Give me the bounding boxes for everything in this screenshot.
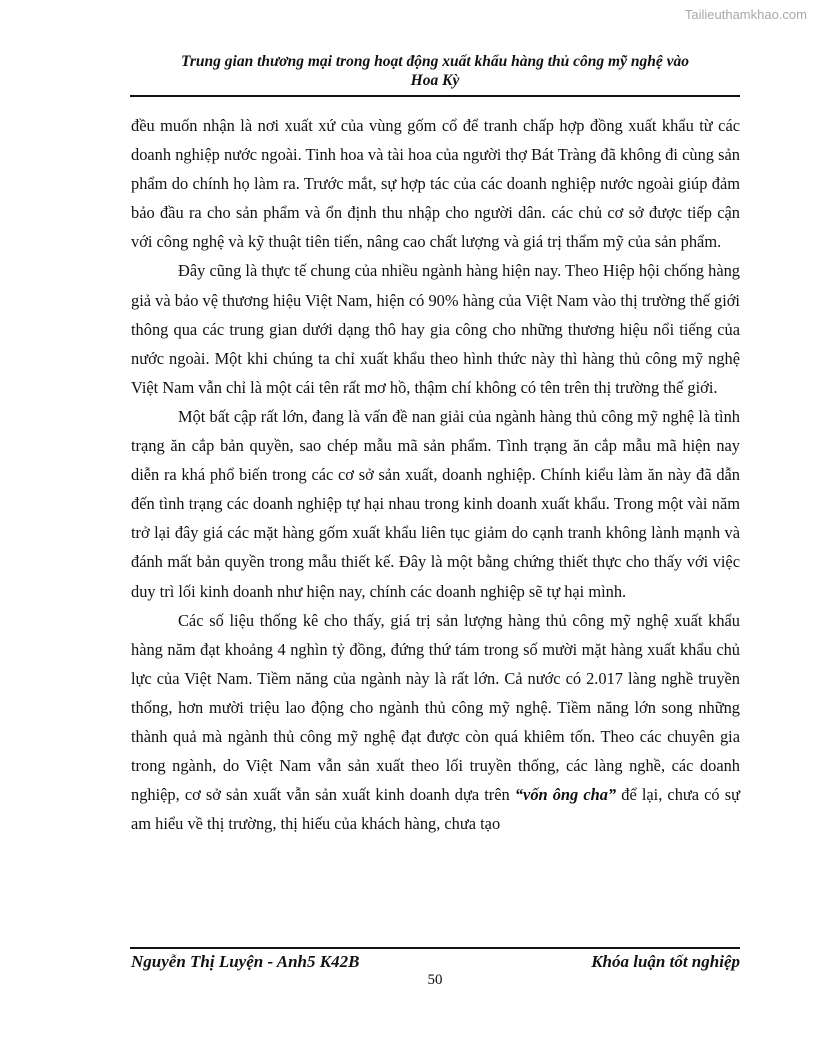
paragraph-3: Một bất cập rất lớn, đang là vấn đề nan giải của ngành hàng thủ công mỹ nghệ là tình trạng ăn cắp bản quyền, sao chép mẫu mã sản phẩm. Tình trạng ăn cắp mẫu mã hiện nay diễn ra khá phổ biến trong các cơ sở sản xuất, doanh nghiệp. Chính kiểu làm ăn này đã dẫn đến tình trạng các doanh nghiệp tự hại nhau trong kinh doanh xuất khẩu. Trong một vài năm trở lại đây giá các mặt hàng gốm xuất khẩu liên tục giảm do cạnh tranh không lành mạnh và đánh mất bản quyền trong mẫu thiết kế. Đây là một bằng chứng thiết thực cho thấy với việc duy trì lối kinh doanh như hiện nay, chính các doanh nghiệp sẽ tự hại mình. [131,406,740,601]
footer-divider [130,947,740,949]
paragraph-4-text: Các số liệu thống kê cho thấy, giá trị sản lượng hàng thủ công mỹ nghệ xuất khẩu hàng năm đạt khoảng 4 nghìn tỷ đồng, đứng thứ tám trong số mười mặt hàng xuất khẩu chủ lực của Việt Nam. Tiềm năng của ngành này là rất lớn. Cả nước có 2.017 làng nghề truyền thống, hơn mười triệu lao động cho ngành thủ công mỹ nghệ. Tiềm năng lớn song những thành quả mà ngành thủ công mỹ nghệ đạt được còn quá khiêm tốn. Theo các chuyên gia trong ngành, do Việt Nam vẫn sản xuất theo lối truyền thống, các làng nghề, các doanh nghiệp, cơ sở sản xuất vẫn sản xuất kinh doanh dựa trên [131,610,740,805]
watermark-text: Tailieuthamkhao.com [684,7,807,22]
paragraph-2: Đây cũng là thực tế chung của nhiều ngành hàng hiện nay. Theo Hiệp hội chống hàng giả và bảo vệ thương hiệu Việt Nam, hiện có 90% hàng của Việt Nam vào thị trường thế giới thông qua các trung gian dưới dạng thô hay gia công cho những thương hiệu nổi tiếng của nước ngoài. Một khi chúng ta chỉ xuất khẩu theo hình thức này thì hàng thủ công mỹ nghệ Việt Nam vẫn chỉ là một cái tên rất mơ hồ, thậm chí không có tên trên thị trường thế giới. [131,261,740,397]
header-divider [130,95,740,97]
header-title-line-2: Hoa Kỳ [410,72,460,89]
running-header [130,52,740,90]
paragraph-1: đều muốn nhận là nơi xuất xứ của vùng gốm cổ để tranh chấp hợp đồng xuất khẩu từ các doanh nghiệp nước ngoài. Tinh hoa và tài hoa của người thợ Bát Tràng đã không đi cùng sản phẩm do chính họ làm ra. Trước mắt, sự hợp tác của các doanh nghiệp nước ngoài giúp đảm bảo đầu ra cho sản phẩm và ổn định thu nhập cho người dân. các chủ cơ sở được tiếp cận với công nghệ và kỹ thuật tiên tiến, nâng cao chất lượng và giá trị thẩm mỹ của sản phẩm. [131,116,740,252]
body-text [131,111,740,838]
paragraph-4 [131,606,740,839]
header-title-line-1: Trung gian thương mại trong hoạt động xuất khẩu hàng thủ công mỹ nghệ vào [180,53,689,70]
paragraph-4-tail: để lại, chưa có sự am hiểu về thị trường, thị hiếu của khách hàng, chưa tạo [131,785,740,834]
page-number: 50 [427,972,443,988]
paragraph-4-emphasis: “vốn ông cha” [514,785,617,805]
footer-author: Nguyễn Thị Luyện - Anh5 K42B [131,952,360,971]
footer-document-type: Khóa luận tốt nghiệp [591,952,740,971]
